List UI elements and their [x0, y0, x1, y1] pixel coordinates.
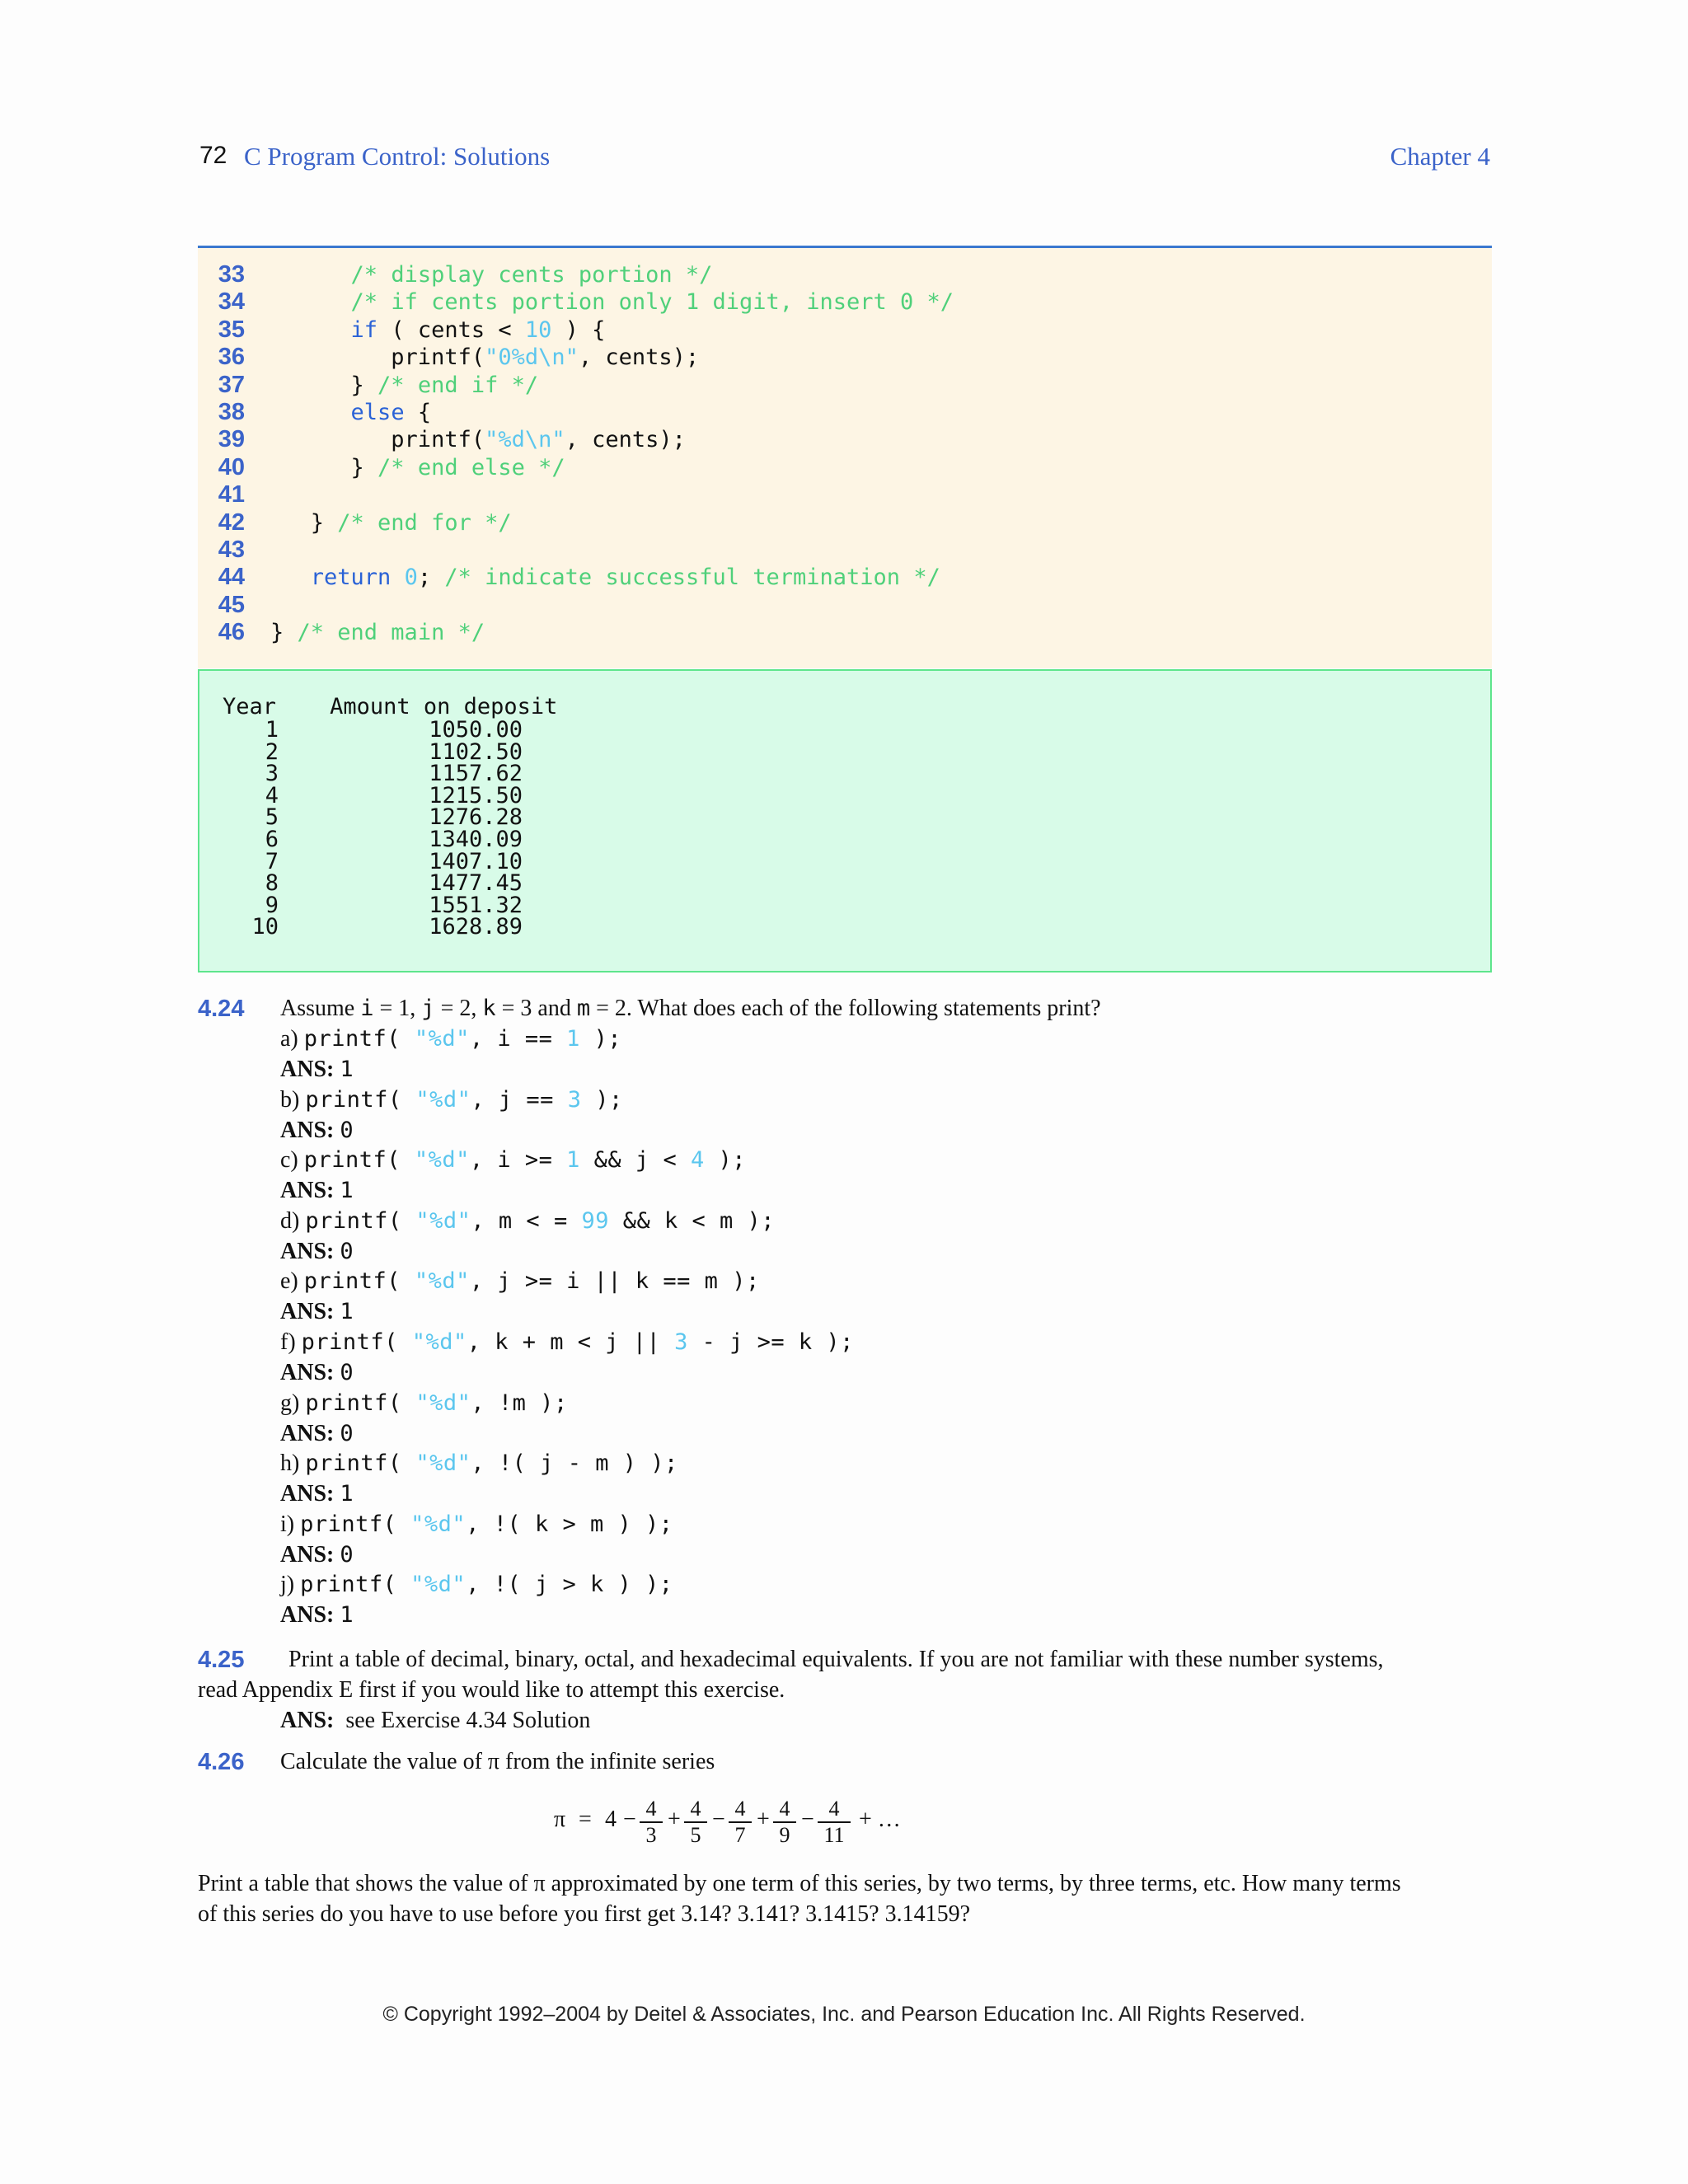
output-year: 4	[265, 782, 279, 808]
question-item	[280, 1147, 746, 1174]
output-year: 1	[265, 717, 279, 743]
formula-tail: + …	[859, 1807, 901, 1832]
code-token	[270, 565, 311, 590]
line-number: 38	[218, 399, 245, 425]
ans-value: 0	[340, 1238, 354, 1264]
formula-operator: −	[712, 1807, 725, 1832]
exercise-4-24-intro	[280, 996, 1101, 1022]
code-token: ;	[417, 565, 445, 591]
item-label: c)	[280, 1147, 304, 1174]
line-number: 44	[218, 564, 245, 591]
code-line	[198, 592, 1492, 619]
code-text	[270, 399, 431, 426]
exercise-4-26-text-line2: of this series do you have to use before you first get 3.14? 3.141? 3.1415? 3.14159?	[198, 1901, 971, 1927]
variable-name: m	[576, 996, 591, 1021]
formula-fraction	[773, 1797, 796, 1848]
formula-pi: π	[554, 1807, 566, 1832]
chapter-label: Chapter 4	[1390, 142, 1490, 171]
code-line	[198, 399, 1492, 426]
ans-label: ANS:	[280, 1299, 335, 1325]
exercise-4-25-text-line2: read Appendix E first if you would like to attempt this exercise.	[198, 1677, 785, 1703]
code-literal: 3	[674, 1329, 688, 1355]
output-year: 2	[265, 738, 279, 765]
intro-text: = 3 and	[495, 996, 577, 1021]
code-token: , i ==	[469, 1026, 567, 1052]
output-amount: 1551.32	[429, 892, 523, 918]
output-row	[223, 782, 523, 808]
item-code	[305, 1208, 775, 1234]
code-token: printf(	[305, 1390, 416, 1416]
question-item	[280, 1572, 673, 1598]
code-literal: 10	[524, 316, 552, 343]
output-amount: 1157.62	[429, 761, 523, 787]
code-comment: /* end for */	[337, 509, 512, 536]
question-item	[280, 1087, 623, 1113]
code-literal: "%d"	[414, 1268, 470, 1295]
question-item	[280, 1208, 775, 1235]
code-token: printf(	[303, 1268, 415, 1295]
ans-value: 1	[340, 1602, 354, 1629]
formula-fraction	[729, 1797, 752, 1848]
ans-value: 1	[340, 1299, 354, 1325]
code-text	[270, 372, 538, 399]
output-year: 9	[265, 892, 279, 918]
ans-label: ANS:	[280, 1481, 335, 1507]
code-text	[270, 619, 485, 646]
code-token: , k + m < j ||	[467, 1329, 675, 1355]
code-token: , j ==	[471, 1086, 568, 1113]
question-item	[280, 1268, 760, 1295]
output-header-year: Year	[223, 694, 277, 719]
code-literal: "%d"	[415, 1451, 471, 1477]
question-item	[280, 1390, 568, 1417]
code-token: printf(	[300, 1572, 411, 1598]
output-amount: 1407.10	[429, 848, 523, 874]
code-text	[270, 509, 512, 537]
code-literal: 1	[566, 1026, 580, 1052]
line-number: 33	[218, 261, 245, 288]
fraction-numerator: 4	[734, 1797, 746, 1821]
output-amount: 1628.89	[429, 914, 523, 940]
code-text	[270, 564, 940, 591]
code-token: , cents);	[578, 344, 700, 371]
item-code	[305, 1390, 567, 1416]
answer-item	[280, 1360, 354, 1386]
code-token: , !( j - m ) );	[471, 1451, 678, 1477]
code-literal: "%d"	[414, 1026, 470, 1052]
code-keyword: return	[310, 565, 392, 591]
output-year: 7	[265, 848, 279, 874]
output-row	[223, 894, 523, 916]
code-literal: 0	[404, 565, 418, 591]
item-code	[305, 1087, 622, 1113]
code-line	[198, 619, 1492, 646]
line-number: 39	[218, 426, 245, 453]
output-amount: 1050.00	[429, 717, 523, 743]
line-number: 37	[218, 371, 245, 398]
item-code	[304, 1268, 760, 1294]
ans-value: 1	[340, 1481, 354, 1507]
code-line	[198, 426, 1492, 453]
code-token: );	[704, 1147, 746, 1174]
output-row	[223, 804, 523, 831]
output-year: 8	[265, 870, 279, 897]
code-token: && j <	[579, 1147, 691, 1174]
code-token: - j >= k );	[687, 1329, 854, 1355]
ans-label: ANS:	[280, 1238, 335, 1264]
code-literal: 1	[566, 1147, 580, 1174]
code-token: }	[270, 509, 338, 536]
code-text	[270, 426, 686, 453]
code-comment: /* end else */	[377, 454, 565, 480]
code-token: {	[404, 400, 432, 425]
intro-text: = 2,	[434, 996, 483, 1021]
intro-text: Assume	[280, 996, 361, 1021]
exercise-number-4-24: 4.24	[198, 996, 245, 1022]
answer-item	[280, 1602, 354, 1629]
code-token: , !( j > k ) );	[466, 1572, 673, 1598]
code-text	[270, 316, 605, 344]
item-label: g)	[280, 1390, 306, 1416]
answer-item	[280, 1178, 354, 1204]
copyright-footer: © Copyright 1992–2004 by Deitel & Associates, Inc. and Pearson Education Inc. All Rights Reserved.	[382, 2003, 1306, 2026]
item-label: h)	[280, 1451, 306, 1477]
item-code	[300, 1572, 673, 1597]
fraction-numerator: 4	[690, 1797, 701, 1821]
code-comment: /* end main */	[297, 620, 485, 646]
line-number: 45	[218, 591, 245, 618]
line-number: 36	[218, 344, 245, 371]
item-label: a)	[280, 1026, 304, 1052]
answer-item	[280, 1118, 354, 1144]
ans-value: 0	[340, 1541, 354, 1568]
fraction-denominator: 5	[690, 1823, 701, 1847]
exercise-4-25-answer	[280, 1708, 590, 1734]
fraction-numerator: 4	[779, 1797, 790, 1821]
ans-label: ANS:	[280, 1117, 335, 1143]
code-line	[198, 316, 1492, 344]
code-line	[198, 372, 1492, 399]
code-token: printf(	[305, 1086, 416, 1113]
fraction-denominator: 11	[823, 1823, 845, 1847]
code-token: ( cents <	[377, 316, 525, 343]
page-number: 72	[199, 142, 227, 169]
line-number: 41	[218, 481, 245, 509]
code-token: printf(	[303, 1026, 415, 1052]
formula-operator: +	[668, 1807, 681, 1832]
answer-item	[280, 1481, 354, 1507]
item-label: e)	[280, 1268, 304, 1295]
item-code	[304, 1026, 621, 1052]
code-line	[198, 509, 1492, 537]
code-literal: "%d"	[414, 1147, 470, 1174]
output-row	[223, 828, 523, 851]
output-header-amount: Amount on deposit	[330, 694, 558, 719]
code-token: printf(	[305, 1207, 416, 1234]
code-text	[270, 344, 699, 371]
line-number: 43	[218, 537, 245, 563]
output-year: 5	[265, 804, 279, 831]
ans-label: ANS:	[280, 1360, 335, 1385]
code-literal: 3	[567, 1086, 582, 1113]
answer-item	[280, 1542, 354, 1568]
fraction-denominator: 9	[779, 1823, 790, 1847]
ans-value: 0	[340, 1420, 354, 1446]
output-amount: 1340.09	[429, 827, 523, 852]
fraction-denominator: 7	[734, 1823, 746, 1847]
code-comment: /* end if */	[377, 372, 539, 398]
question-item	[280, 1451, 678, 1477]
item-label: d)	[280, 1207, 306, 1234]
code-keyword: else	[350, 400, 405, 425]
ans-label: ANS:	[280, 1708, 335, 1733]
formula-fraction	[818, 1797, 851, 1848]
fraction-numerator: 4	[645, 1797, 657, 1821]
code-token	[270, 317, 351, 343]
running-title: C Program Control: Solutions	[244, 142, 551, 171]
code-token: , !m );	[471, 1390, 568, 1416]
code-token: && k < m );	[608, 1207, 776, 1234]
output-row	[223, 762, 523, 785]
formula-operator: −	[623, 1807, 636, 1832]
formula-equals: =	[579, 1807, 592, 1832]
code-text	[270, 288, 954, 316]
intro-text: = 2. What does each of the following statements print?	[590, 996, 1101, 1021]
answer-item	[280, 1421, 354, 1447]
code-literal: "%d"	[415, 1207, 471, 1234]
code-text	[270, 454, 565, 481]
code-literal: "0%d\n"	[485, 344, 579, 371]
code-token: );	[581, 1086, 623, 1113]
output-year: 3	[265, 761, 279, 787]
code-token: );	[579, 1026, 622, 1052]
code-literal: "%d\n"	[485, 427, 565, 453]
code-token: printf(	[305, 1451, 416, 1477]
output-year: 10	[251, 914, 279, 940]
line-number: 40	[218, 453, 245, 480]
variable-name: j	[421, 996, 435, 1021]
program-output	[198, 669, 1492, 972]
code-literal: "%d"	[415, 1390, 471, 1416]
item-code	[305, 1451, 678, 1476]
formula-operator: −	[801, 1807, 814, 1832]
output-amount: 1477.45	[429, 870, 523, 897]
code-token	[391, 565, 404, 590]
code-line	[198, 481, 1492, 509]
code-token: , m < =	[471, 1207, 582, 1234]
ans-value: 1	[340, 1178, 354, 1204]
exercise-number-4-25: 4.25	[198, 1647, 245, 1673]
ans-value: 1	[340, 1057, 354, 1082]
code-literal: "%d"	[410, 1572, 467, 1598]
code-comment: /* if cents portion only 1 digit, insert 0 */	[350, 289, 954, 316]
output-year: 6	[265, 827, 279, 852]
item-code	[304, 1147, 746, 1173]
code-listing	[198, 248, 1492, 668]
code-line	[198, 344, 1492, 371]
formula-fraction	[640, 1797, 663, 1848]
code-text	[270, 261, 712, 288]
output-row	[223, 870, 523, 897]
question-item	[280, 1511, 673, 1538]
item-label: i)	[280, 1511, 301, 1537]
question-item	[280, 1026, 621, 1052]
fraction-numerator: 4	[828, 1797, 840, 1821]
line-number: 42	[218, 509, 245, 536]
exercise-4-26-text-line1: Print a table that shows the value of π approximated by one term of this series, by two terms, by three terms, etc. How many terms	[198, 1871, 1401, 1896]
code-token: printf(	[270, 344, 485, 371]
code-comment: /* indicate successful termination */	[444, 565, 940, 591]
code-line	[198, 454, 1492, 481]
output-header-row	[223, 696, 557, 718]
code-line	[198, 261, 1492, 288]
ans-value: 0	[340, 1360, 354, 1385]
answer-item	[280, 1239, 354, 1265]
code-token: ) {	[551, 316, 606, 343]
code-line	[198, 564, 1492, 591]
answer-item	[280, 1057, 354, 1083]
item-label: j)	[280, 1572, 301, 1598]
output-amount: 1276.28	[429, 804, 523, 831]
line-number: 46	[218, 619, 245, 646]
line-number: 35	[218, 316, 245, 343]
ans-value: 0	[340, 1117, 354, 1143]
code-literal: "%d"	[415, 1086, 471, 1113]
ans-label: ANS:	[280, 1420, 335, 1446]
code-literal: "%d"	[410, 1511, 467, 1537]
exercise-number-4-26: 4.26	[198, 1749, 245, 1775]
question-item	[280, 1329, 854, 1356]
formula-operator: +	[757, 1807, 770, 1832]
exercise-4-26-intro: Calculate the value of π from the infinite series	[280, 1749, 715, 1774]
item-code	[302, 1329, 854, 1355]
exercise-4-25-text-line1: Print a table of decimal, binary, octal, and hexadecimal equivalents. If you are not familiar with these number systems,	[288, 1647, 1384, 1672]
ans-label: ANS:	[280, 1057, 335, 1082]
output-amount: 1102.50	[429, 738, 523, 765]
item-label: f)	[280, 1329, 302, 1355]
code-token: printf(	[301, 1329, 412, 1355]
fraction-denominator: 3	[645, 1823, 657, 1847]
output-row	[223, 848, 523, 874]
variable-name: i	[360, 996, 374, 1021]
output-row	[223, 916, 523, 938]
code-comment: /* display cents portion */	[350, 262, 713, 288]
item-label: b)	[280, 1086, 306, 1113]
item-code	[300, 1511, 673, 1537]
output-row	[223, 719, 523, 741]
formula-fraction	[684, 1797, 707, 1848]
formula-start-term: 4	[605, 1807, 617, 1832]
code-token: printf(	[303, 1147, 415, 1174]
code-token: , j >= i || k == m );	[469, 1268, 760, 1295]
code-token: , i >=	[469, 1147, 567, 1174]
code-token: printf(	[270, 427, 485, 453]
code-literal: 99	[581, 1207, 609, 1234]
code-line	[198, 288, 1492, 316]
ans-label: ANS:	[280, 1602, 335, 1629]
ans-label: ANS:	[280, 1178, 335, 1204]
variable-name: k	[482, 996, 496, 1021]
code-token: , cents);	[565, 427, 686, 453]
output-amount: 1215.50	[429, 782, 523, 808]
ans-value: see Exercise 4.34 Solution	[345, 1708, 591, 1733]
code-literal: "%d"	[411, 1329, 467, 1355]
answer-item	[280, 1299, 354, 1325]
code-token	[270, 262, 351, 288]
output-row	[223, 738, 523, 765]
code-token: }	[270, 620, 298, 646]
code-token	[270, 289, 351, 315]
code-token	[270, 400, 351, 425]
code-literal: 4	[690, 1147, 705, 1174]
line-number: 34	[218, 288, 245, 316]
code-token: printf(	[300, 1511, 411, 1537]
intro-text: = 1,	[373, 996, 422, 1021]
code-line	[198, 537, 1492, 564]
ans-label: ANS:	[280, 1541, 335, 1568]
code-keyword: if	[350, 316, 378, 343]
code-token: }	[270, 372, 378, 398]
code-token: }	[270, 454, 378, 480]
code-token: , !( k > m ) );	[466, 1511, 673, 1537]
